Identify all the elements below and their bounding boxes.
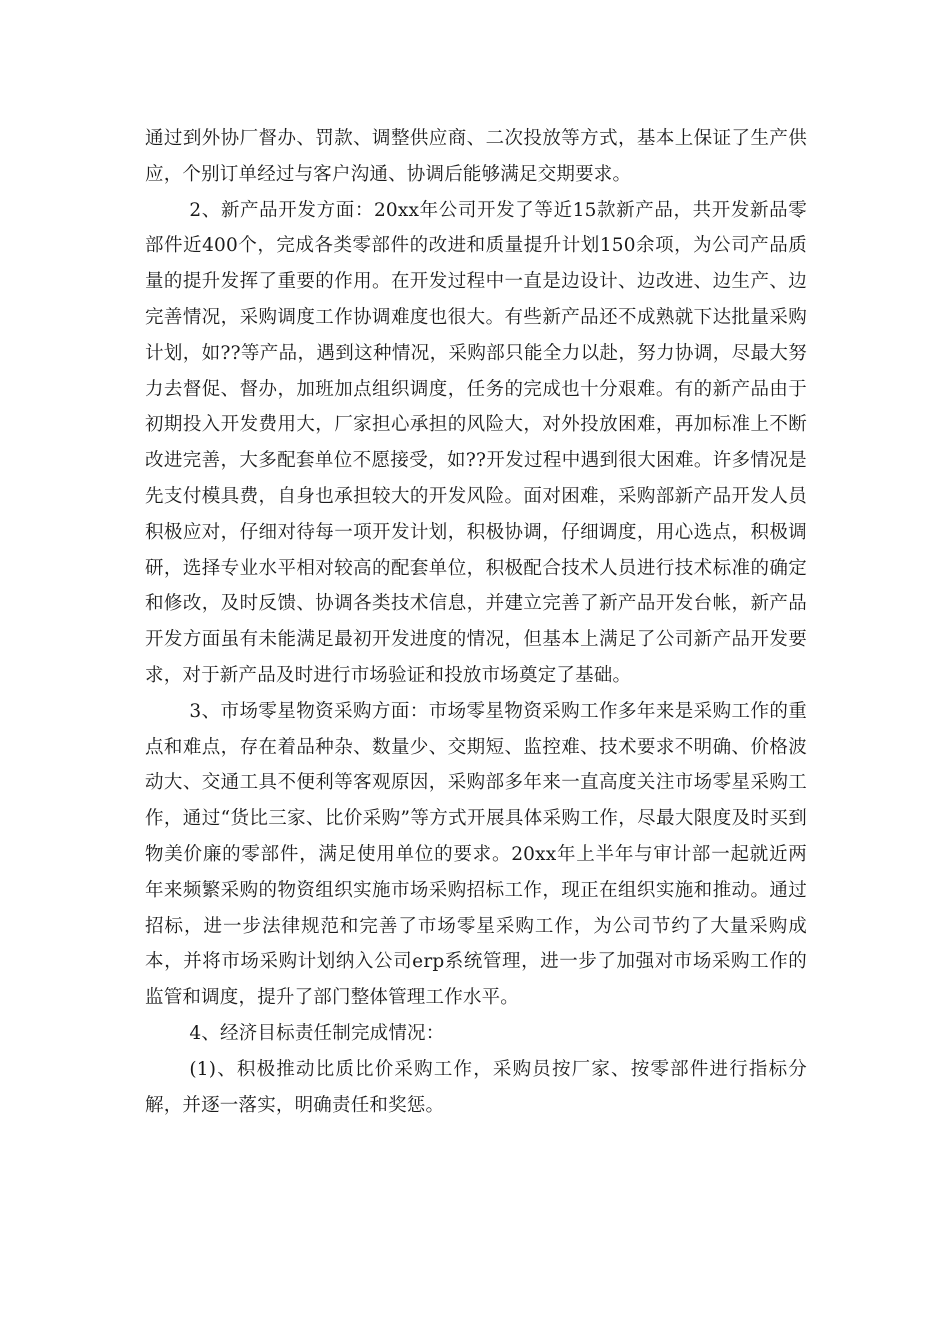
paragraph-economic-targets-heading: 4、经济目标责任制完成情况： xyxy=(189,1022,445,1044)
paragraph-supply-continuation: 通过到外协厂督办、罚款、调整供应商、二次投放等方式，基本上保证了生产供应，个别订单经过与客户沟通、协调后能够满足交期要求。 xyxy=(145,128,807,185)
paragraph-new-product-development: 2、新产品开发方面：20xx年公司开发了等近15款新产品，共开发新品零部件近400个，完成各类零部件的改进和质量提升计划150余项，为公司产品质量的提升发挥了重要的作用。在开发过程中一直是边设计、边改进、边生产、边完善情况，采购调度工作协调难度也很大。有些新产品还不成熟就下达批量采购计划，如??等产品，遇到这种情况，采购部只能全力以赴，努力协调，尽最大努力去督促、督办，加班加点组织调度，任务的完成也十分艰难。有的新产品由于初期投入开发费用大，厂家担心承担的风险大，对外投放困难，再加标准上不断改进完善，大多配套单位不愿接受，如??开发过程中遇到很大困难。许多情况是先支付模具费，自身也承担较大的开发风险。面对困难，采购部新产品开发人员积极应对，仔细对待每一项开发计划，积极协调，仔细调度，用心选点，积极调研，选择专业水平相对较高的配套单位，积极配合技术人员进行技术标准的确定和修改，及时反馈、协调各类技术信息，并建立完善了新产品开发台帐，新产品开发方面虽有未能满足最初开发进度的情况，但基本上满足了公司新产品开发要求，对于新产品及时进行市场验证和投放市场奠定了基础。 xyxy=(145,199,807,686)
document-body xyxy=(145,121,807,1123)
paragraph-market-procurement: 3、市场零星物资采购方面：市场零星物资采购工作多年来是采购工作的重点和难点，存在着品种杂、数量少、交期短、监控难、技术要求不明确、价格波动大、交通工具不便利等客观原因，采购部多年来一直高度关注市场零星采购工作，通过“货比三家、比价采购”等方式开展具体采购工作，尽最大限度及时买到物美价廉的零部件，满足使用单位的要求。20xx年上半年与审计部一起就近两年来频繁采购的物资组织实施市场采购招标工作，现正在组织实施和推动。通过招标，进一步法律规范和完善了市场零星采购工作，为公司节约了大量采购成本，并将市场采购计划纳入公司erp系统管理，进一步了加强对市场采购工作的监管和调度，提升了部门整体管理工作水平。 xyxy=(145,700,807,1009)
paragraph-price-comparison: (1)、积极推动比质比价采购工作，采购员按厂家、按零部件进行指标分解，并逐一落实，明确责任和奖惩。 xyxy=(145,1058,807,1116)
